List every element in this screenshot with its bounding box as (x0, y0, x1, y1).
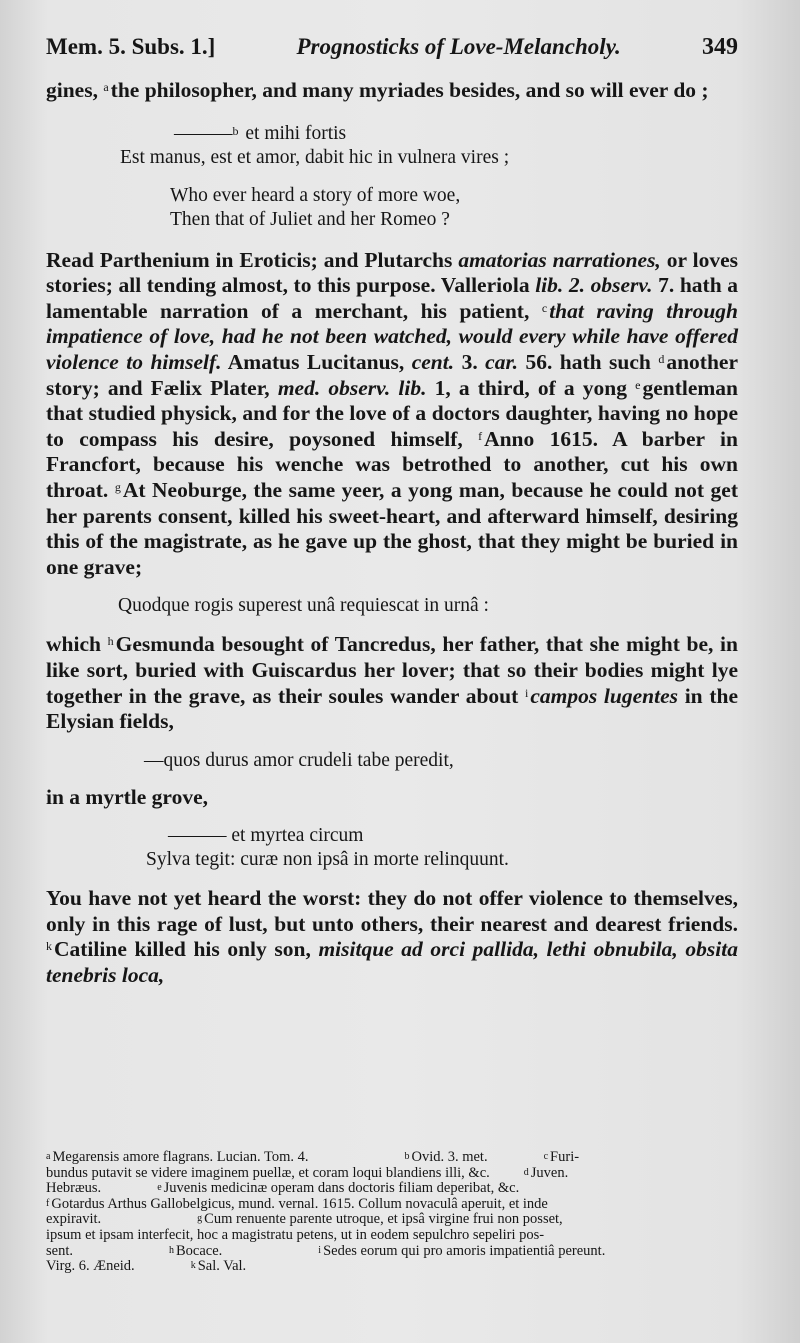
italic-run: amatorias narrationes, (458, 247, 661, 272)
footnote-marker-i: i (524, 685, 529, 700)
footnote-line (46, 1212, 738, 1228)
text-run: 3. (454, 349, 486, 374)
italic-run: med. observ. lib. (277, 375, 427, 400)
footnote-text: Hebræus. (46, 1180, 102, 1197)
footnote-marker-h: h (107, 634, 114, 649)
main-text (46, 78, 738, 989)
verse-line: —quos durus amor crudeli tabe peredit, (144, 749, 454, 771)
footnote-text: Sal. Val. (197, 1258, 247, 1275)
text-run: 7. hath a lamentable narration of a merchant, his patient, (46, 273, 739, 323)
footnote-line (46, 1259, 738, 1275)
text-run: Amatus Lucitanus, (221, 349, 412, 374)
verse-line: Quodque rogis superest unâ requiescat in urnâ : (118, 595, 489, 617)
footnote-letter: h (168, 1244, 174, 1256)
footnote-text: Bocace. (175, 1242, 223, 1259)
footnote-marker-c: c (541, 300, 548, 315)
footnote-text: sent. (46, 1242, 73, 1259)
footnote-letter: d (523, 1166, 529, 1178)
footnote-text: Cum renuente parente utroque, et ipsâ virgine frui non posset, (204, 1211, 563, 1228)
footnote-letter: k (190, 1260, 196, 1272)
verse-quote-1 (46, 122, 738, 232)
text-run: or loves stories; all tending almost, to this purpose. Valleriola (46, 247, 738, 298)
running-title: Prognosticks of Love-Melancholy. (296, 34, 621, 59)
footnote-text: Gotardus Arthus Gallobelgicus, mund. vernal. 1615. Collum novaculâ aperuit, et inde (51, 1195, 548, 1212)
footnote-letter: f (46, 1197, 50, 1209)
text-run: ——— (174, 122, 233, 144)
page-number: 349 (702, 34, 738, 60)
text-run: in the Elysian fields, (46, 683, 738, 734)
footnote-letter: b (404, 1151, 410, 1162)
footnote-marker-k: k (46, 939, 52, 954)
italic-run: campos lugentes (530, 683, 678, 708)
footnote-line (46, 1197, 738, 1213)
footnote-text: Juven. (530, 1164, 569, 1181)
verse-line: ——— et myrtea circum (168, 825, 364, 847)
footnote-marker-f: f (478, 428, 483, 443)
italic-run: cent. (411, 349, 455, 374)
verse-quote-3 (46, 749, 738, 773)
text-run: Read Parthenium in Eroticis; and Plutarchs (46, 247, 459, 272)
footnote-marker-d: d (658, 351, 665, 366)
text-run: et mihi fortis (240, 122, 347, 144)
paragraph-4: in a myrtle grove, (46, 784, 209, 809)
footnote-marker-g: g (114, 479, 121, 494)
text-run: Anno 1615. A barber in Francfort, because his wenche was betrothed to another, cut his own throat. (46, 426, 738, 502)
verse-quote-2 (46, 594, 738, 618)
footnotes (46, 1150, 738, 1275)
footnote-text: Megarensis amore flagrans. Lucian. Tom. 4. (52, 1149, 309, 1165)
text-run: You have not yet heard the worst: they do not offer violence to themselves, only in this rage of lust, but unto others, their nearest and dearest friends. (46, 886, 738, 936)
verse-line: Sylva tegit: curæ non ipsâ in morte relinquunt. (146, 849, 509, 871)
footnote-text: Ovid. 3. met. (411, 1149, 488, 1165)
footnote-letter: c (543, 1151, 549, 1162)
footnote-text: bundus putavit se videre imaginem puellæ, et coram loqui blandiens illi, &c. (46, 1164, 490, 1181)
footnote-line: ipsum et ipsam interfecit, hoc a magistratu petens, ut in eodem sepulchro sepeliri pos- (46, 1226, 545, 1243)
text-run: Catiline killed his only son, (54, 937, 319, 962)
italic-run: lib. 2. observ. (535, 273, 653, 298)
footnote-text: Juvenis medicinæ operam dans doctoris filiam deperibat, &c. (163, 1180, 520, 1197)
paragraph-3 (46, 632, 738, 734)
footnote-line (46, 1244, 738, 1260)
section-reference: Mem. 5. Subs. 1.] (46, 34, 216, 59)
text-run: the philosopher, and many myriades besides, and so will ever do ; (110, 78, 709, 102)
text-run: gentleman that studied physick, and for the love of a doctors daughter, having no hope to compass his desire, poysoned himself, (46, 375, 738, 451)
text-run: another story; and Fælix Plater, (46, 349, 738, 400)
footnote-letter: i (318, 1244, 322, 1256)
verse-line (174, 122, 738, 146)
verse-line: Who ever heard a story of more woe, (170, 184, 461, 206)
footnote-text: Virg. 6. Æneid. (46, 1258, 135, 1275)
text-run: 56. hath such (518, 349, 659, 374)
footnote-line (46, 1166, 738, 1182)
text-run: Gesmunda besought of Tancredus, her father, that she might be, in like sort, buried with Guiscardus her lover; that so their bodies might lye together in the grave, as their soules wander about (46, 632, 738, 708)
footnote-text: Sedes eorum qui pro amoris impatientiâ pereunt. (323, 1242, 606, 1259)
footnote-letter: a (46, 1151, 51, 1162)
footnote-text: Furi- (550, 1149, 580, 1165)
text-run: At Neoburge, the same yeer, a yong man, because he could not get her parents consent, killed his sweet-heart, and afterward himself, desiring this of the magistrate, as he gave up the ghost, that they might be buried in one grave; (46, 477, 739, 579)
italic-run: that raving through impatience of love, had he not been watched, would every while have offered violence to himself. (46, 298, 738, 374)
verse-line: Then that of Juliet and her Romeo ? (170, 208, 450, 230)
footnote-letter: e (157, 1182, 162, 1194)
paragraph-5 (46, 886, 738, 988)
paragraph-2 (46, 248, 738, 581)
text-run: 1, a third, of a yong (426, 375, 636, 400)
footnote-letter: g (197, 1213, 203, 1225)
footnote-marker-b: b (232, 123, 239, 138)
footnote-marker-e: e (635, 377, 641, 392)
italic-run: misitque ad orci pallida, lethi obnubila, obsita tenebris loca, (46, 937, 738, 988)
text-run: gines, (46, 78, 104, 102)
footnote-line (46, 1181, 738, 1197)
footnote-text: expiravit. (46, 1211, 102, 1228)
running-header (46, 34, 738, 78)
italic-run: car. (485, 349, 519, 374)
text-run: which (46, 632, 108, 657)
paragraph-1 (46, 78, 738, 104)
footnote-marker-a: a (103, 80, 109, 94)
footnote-line (46, 1150, 738, 1166)
verse-quote-4 (46, 824, 738, 872)
verse-line: Est manus, est et amor, dabit hic in vulnera vires ; (120, 146, 510, 168)
